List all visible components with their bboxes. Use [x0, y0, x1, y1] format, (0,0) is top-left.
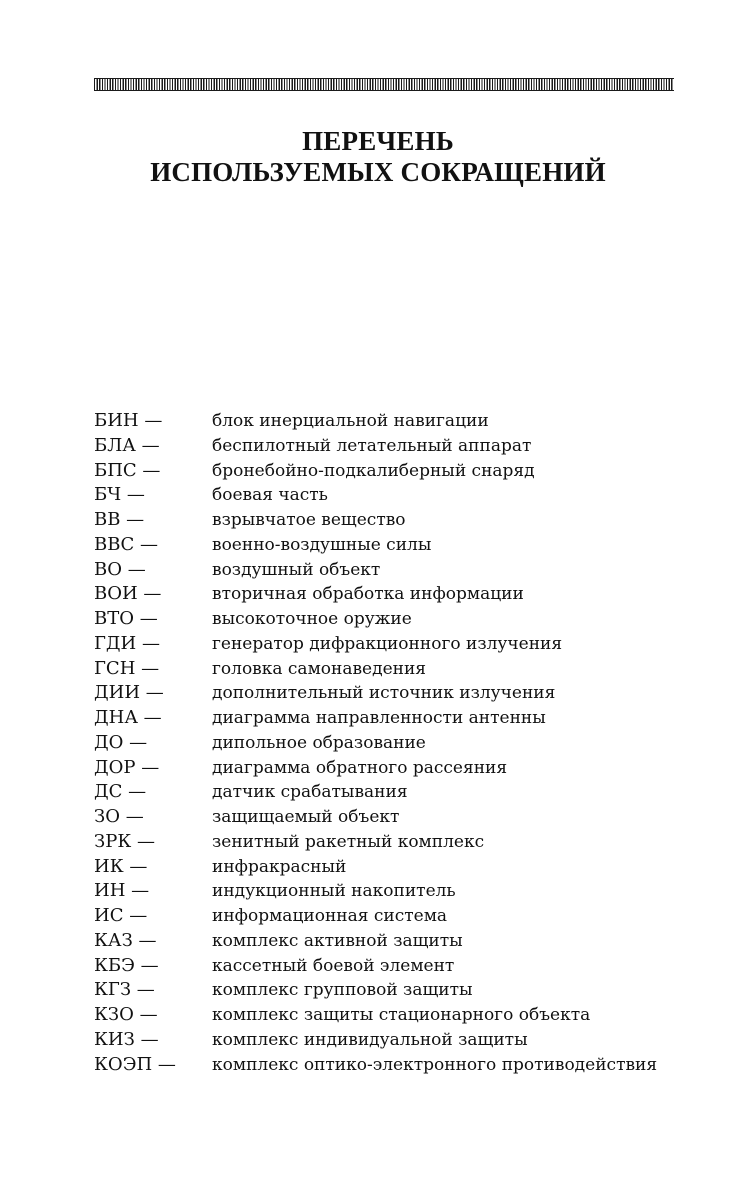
abbreviation-row: [94, 582, 674, 607]
abbreviation-list: [94, 409, 674, 1077]
abbreviation-row: [94, 731, 674, 756]
abbreviation-term: КИЗ —: [94, 1028, 159, 1050]
abbreviation-definition: комплекс индивидуальной защиты: [212, 1029, 528, 1050]
abbreviation-definition: комплекс групповой защиты: [212, 980, 473, 1001]
abbreviation-definition: индукционный накопитель: [212, 881, 456, 902]
abbreviation-term: КБЭ —: [94, 954, 159, 976]
abbreviation-row: [94, 1028, 674, 1053]
abbreviation-definition: диаграмма направленности антенны: [212, 708, 546, 728]
abbreviation-term: БИН —: [94, 410, 163, 431]
abbreviation-row: [94, 706, 674, 731]
abbreviation-term: ВО —: [94, 558, 146, 580]
abbreviation-definition: защищаемый объект: [212, 807, 400, 827]
abbreviation-definition: головка самонаведения: [212, 658, 427, 679]
abbreviation-row: [94, 632, 674, 657]
abbreviation-definition: генератор дифракционного излучения: [212, 633, 563, 654]
abbreviation-term: ДИИ —: [94, 682, 164, 704]
abbreviation-row: [94, 954, 674, 979]
abbreviation-definition: бронебойно-подкалиберный снаряд: [212, 460, 535, 481]
abbreviation-term: ЗО —: [94, 806, 144, 827]
abbreviation-term: ИН —: [94, 880, 150, 902]
abbreviation-term: КЗО —: [94, 1004, 158, 1025]
abbreviation-term: ДС —: [94, 781, 147, 803]
abbreviation-row: [94, 830, 674, 855]
abbreviation-term: ГСН —: [94, 657, 160, 679]
abbreviation-term: ДНА —: [94, 707, 162, 728]
abbreviation-definition: кассетный боевой элемент: [212, 955, 455, 976]
abbreviation-term: БЛА —: [94, 434, 160, 456]
abbreviation-row: [94, 434, 674, 459]
abbreviation-term: ИС —: [94, 905, 148, 926]
abbreviation-row: [94, 978, 674, 1003]
abbreviation-definition: дополнительный источник излучения: [212, 683, 556, 704]
abbreviation-row: [94, 533, 674, 558]
abbreviation-row: [94, 780, 674, 805]
abbreviation-row: [94, 805, 674, 830]
abbreviation-row: [94, 508, 674, 533]
abbreviation-term: ЗРК —: [94, 830, 155, 852]
abbreviation-definition: комплекс оптико-электронного противодействия: [212, 1054, 658, 1075]
abbreviation-row: [94, 1003, 674, 1028]
page-title: [0, 126, 756, 188]
abbreviation-row: [94, 855, 674, 880]
abbreviation-row: [94, 756, 674, 781]
page-title-line-2: ИСПОЛЬЗУЕМЫХ СОКРАЩЕНИЙ: [150, 157, 606, 187]
abbreviation-row: [94, 483, 674, 508]
abbreviation-definition: комплекс защиты стационарного объекта: [212, 1005, 591, 1025]
abbreviation-term: ГДИ —: [94, 632, 160, 654]
abbreviation-row: [94, 409, 674, 434]
abbreviation-definition: диаграмма обратного рассеяния: [212, 757, 508, 778]
abbreviation-definition: дипольное образование: [212, 732, 426, 753]
abbreviation-term: ДО —: [94, 731, 148, 753]
abbreviation-definition: высокоточное оружие: [212, 609, 412, 629]
abbreviation-term: ВВ —: [94, 509, 145, 530]
abbreviation-row: [94, 607, 674, 632]
abbreviation-term: ВОИ —: [94, 583, 162, 605]
abbreviation-term: БПС —: [94, 459, 161, 481]
abbreviation-term: ВТО —: [94, 608, 158, 629]
abbreviation-definition: взрывчатое вещество: [212, 510, 406, 530]
abbreviation-definition: комплекс активной защиты: [212, 930, 463, 951]
abbreviation-row: [94, 657, 674, 682]
abbreviation-definition: блок инерциальной навигации: [212, 411, 489, 431]
abbreviation-row: [94, 904, 674, 929]
abbreviation-term: КАЗ —: [94, 929, 157, 951]
page-title-line-1: ПЕРЕЧЕНЬ: [302, 126, 454, 156]
abbreviation-term: КОЭП —: [94, 1053, 176, 1075]
abbreviation-definition: информационная система: [212, 906, 448, 926]
abbreviation-row: [94, 1053, 674, 1078]
abbreviation-row: [94, 879, 674, 904]
abbreviation-term: БЧ —: [94, 484, 145, 506]
decorative-top-rule: [94, 78, 674, 91]
abbreviation-term: КГЗ —: [94, 979, 155, 1001]
abbreviation-term: ДОР —: [94, 756, 160, 778]
abbreviation-definition: зенитный ракетный комплекс: [212, 831, 485, 852]
abbreviation-definition: датчик срабатывания: [212, 782, 408, 803]
abbreviation-row: [94, 558, 674, 583]
abbreviation-definition: беспилотный летательный аппарат: [212, 435, 532, 456]
abbreviation-row: [94, 681, 674, 706]
abbreviation-definition: воздушный объект: [212, 559, 381, 580]
abbreviation-definition: боевая часть: [212, 485, 328, 506]
abbreviation-term: ИК —: [94, 855, 148, 877]
abbreviation-term: ВВС —: [94, 533, 158, 555]
abbreviation-definition: инфракрасный: [212, 856, 347, 877]
abbreviation-definition: военно-воздушные силы: [212, 534, 432, 555]
abbreviation-definition: вторичная обработка информации: [212, 584, 524, 605]
abbreviation-row: [94, 459, 674, 484]
abbreviation-row: [94, 929, 674, 954]
